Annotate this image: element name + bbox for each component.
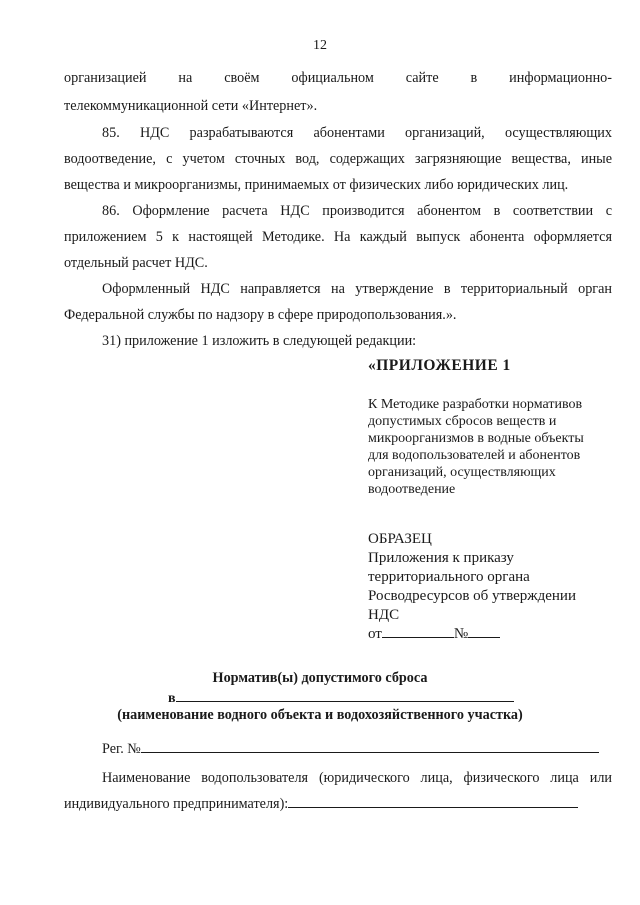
water-user-blank[interactable] [288,795,578,808]
sample-line: Росводресурсов об утверждении [368,588,576,604]
sample-line: территориального органа [368,569,530,585]
paragraph-85-line2: водоотведение, с учетом сточных вод, содержащих загрязняющие вещества, иные [64,151,612,167]
water-body-line [168,689,514,707]
paragraph-85-line1: 85. НДС разрабатываются абонентами организаций, осуществляющих [102,125,612,141]
appendix-note-line: К Методике разработки нормативов [368,397,583,412]
appendix-title: «ПРИЛОЖЕНИЕ 1 [368,357,511,374]
water-user-label: индивидуального предпринимателя): [64,796,289,812]
water-user-line2 [64,794,578,815]
from-label: от [368,626,382,642]
paragraph-intro-line1: организацией на своём официальном сайте в информационно- [64,70,612,86]
water-body-blank[interactable] [176,689,514,702]
paragraph-86-line3: отдельный расчет НДС. [64,255,208,271]
paragraph-approval-line2: Федеральной службы по надзору в сфере природопользования.». [64,307,457,323]
sample-line: НДС [368,607,400,623]
number-blank[interactable] [468,625,500,638]
appendix-note-line: для водопользователей и абонентов [368,448,581,463]
water-user-line1: Наименование водопользователя (юридического лица, физического лица или [102,770,612,786]
paragraph-85-line3: вещества и микроорганизмы, принимаемых от физических либо юридических лиц. [64,177,569,193]
sample-title: ОБРАЗЕЦ [368,531,432,547]
appendix-note-line: микроорганизмов в водные объекты [368,431,584,446]
appendix-note-line: допустимых сбросов веществ и [368,414,557,429]
sample-line: Приложения к приказу [368,550,514,566]
date-blank[interactable] [382,625,454,638]
paragraph-intro-line2: телекоммуникационной сети «Интернет». [64,98,318,114]
number-label: № [453,626,469,642]
paragraph-approval-line1: Оформленный НДС направляется на утверждение в территориальный орган [102,281,612,297]
form-title: Норматив(ы) допустимого сброса [212,670,428,686]
paragraph-31: 31) приложение 1 изложить в следующей редакции: [102,333,417,349]
sample-date-line [368,625,618,644]
appendix-note [368,396,618,498]
paragraph-86-line2: приложением 5 к настоящей Методике. На каждый выпуск абонента оформляется [64,229,612,245]
reg-number-line [102,740,599,758]
in-label: в [168,691,176,706]
paragraph-86-line1: 86. Оформление расчета НДС производится абонентом в соответствии с [102,203,612,219]
reg-label: Рег. № [102,741,141,757]
page-number: 12 [313,38,327,53]
appendix-note-line: организаций, осуществляющих [368,465,556,480]
appendix-note-line: водоотведение [368,482,456,497]
sample-block [368,530,618,644]
reg-number-blank[interactable] [141,740,599,753]
form-subtitle: (наименование водного объекта и водохозяйственного участка) [117,707,523,723]
